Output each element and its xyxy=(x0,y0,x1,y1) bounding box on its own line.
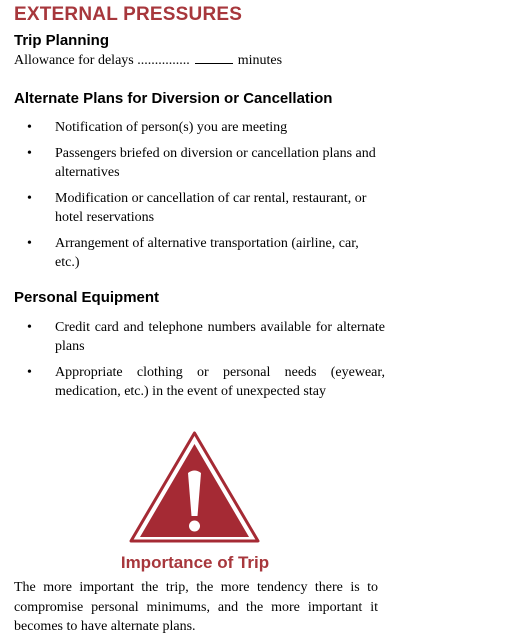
list-item-text: Appropriate clothing or personal needs (eyewear, medication, etc.) in the event of unexpected stay xyxy=(55,365,385,399)
list-item-text: Arrangement of alternative transportation (airline, car, etc.) xyxy=(55,236,359,270)
bullet-icon: • xyxy=(27,320,32,335)
allowance-blank[interactable] xyxy=(195,53,233,64)
page-title: EXTERNAL PRESSURES xyxy=(14,4,243,25)
list-item xyxy=(0,363,514,401)
importance-title: Importance of Trip xyxy=(120,553,270,572)
bullet-icon: • xyxy=(27,365,32,380)
warning-triangle-icon xyxy=(127,427,262,545)
alternate-plans-list xyxy=(0,118,514,272)
personal-equipment-list xyxy=(0,318,514,401)
allowance-line xyxy=(14,53,282,69)
allowance-unit: minutes xyxy=(237,53,283,68)
list-item-text: Notification of person(s) you are meeting xyxy=(55,120,288,135)
list-item xyxy=(0,189,514,227)
list-item-text: Credit card and telephone numbers available for alternate plans xyxy=(55,320,385,354)
list-item-text: Modification or cancellation of car rental, restaurant, or hotel reservations xyxy=(55,191,367,225)
allowance-label: Allowance for delays ............... xyxy=(14,53,190,68)
bullet-icon: • xyxy=(27,120,32,135)
list-item-text: Passengers briefed on diversion or cancellation plans and alternatives xyxy=(55,146,376,180)
alternate-plans-heading: Alternate Plans for Diversion or Cancellation xyxy=(14,90,333,107)
list-item xyxy=(0,144,514,182)
importance-paragraph: The more important the trip, the more tendency there is to compromise personal minimums, and the more important it becomes to have alternate plans. xyxy=(14,580,378,634)
personal-equipment-heading: Personal Equipment xyxy=(14,289,160,306)
bullet-icon: • xyxy=(27,236,32,251)
list-item xyxy=(0,118,514,137)
bullet-icon: • xyxy=(27,146,32,161)
list-item xyxy=(0,318,514,356)
list-item xyxy=(0,234,514,272)
bullet-icon: • xyxy=(27,191,32,206)
trip-planning-heading: Trip Planning xyxy=(14,32,110,49)
